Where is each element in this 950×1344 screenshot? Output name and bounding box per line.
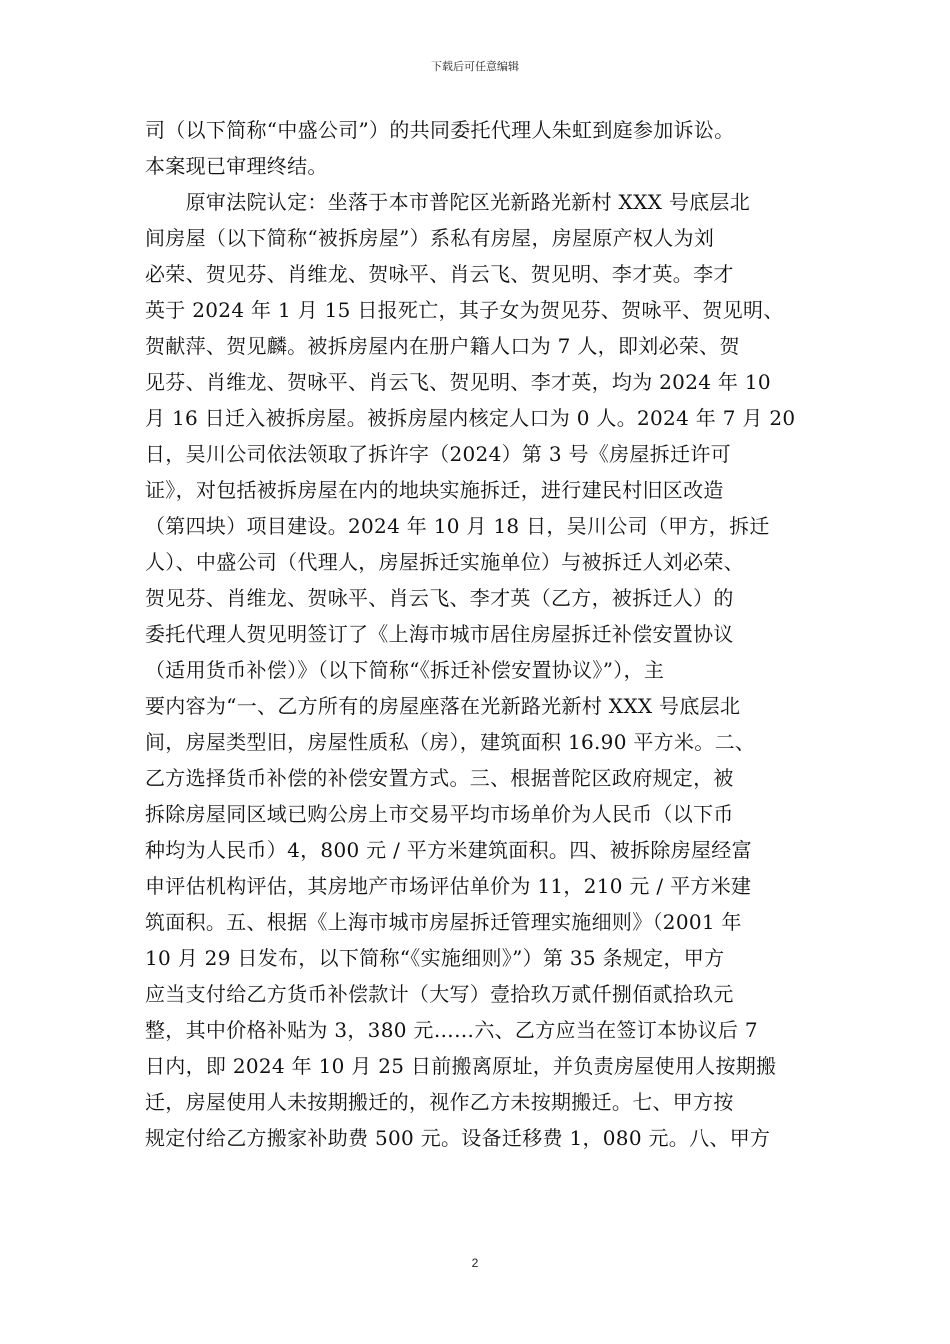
text-line: 日内，即 2024 年 10 月 25 日前搬离原址，并负责房屋使用人按期搬 xyxy=(145,1054,777,1078)
text-line: 司（以下简称“中盛公司”）的共同委托代理人朱虹到庭参加诉讼。 xyxy=(145,118,735,142)
text-line: 委托代理人贺见明签订了《上海市城市居住房屋拆迁补偿安置协议 xyxy=(145,622,734,646)
text-line: 筑面积。五、根据《上海市城市房屋拆迁管理实施细则》（2001 年 xyxy=(145,910,742,934)
text-line: 要内容为“一、乙方所有的房屋座落在光新路光新村 XXX 号底层北 xyxy=(145,694,741,718)
text-line: 10 月 29 日发布，以下简称“《实施细则》”）第 35 条规定，甲方 xyxy=(145,946,725,970)
text-line: 月 16 日迁入被拆房屋。被拆房屋内核定人口为 0 人。2024 年 7 月 20 xyxy=(145,406,796,430)
document-body xyxy=(145,112,805,1156)
text-line: 英于 2024 年 1 月 15 日报死亡，其子女为贺见芬、贺咏平、贺见明、 xyxy=(145,298,784,322)
text-line: 应当支付给乙方货币补偿款计（大写）壹拾玖万贰仟捌佰贰拾玖元 xyxy=(145,982,734,1006)
text-line: （第四块）项目建设。2024 年 10 月 18 日，吴川公司（甲方，拆迁 xyxy=(145,514,770,538)
page-header: 下载后可任意编辑 xyxy=(431,60,519,73)
text-line: 必荣、贺见芬、肖维龙、贺咏平、肖云飞、贺见明、李才英。李才 xyxy=(145,262,734,286)
text-line: 种均为人民币）4，800 元 / 平方米建筑面积。四、被拆除房屋经富 xyxy=(145,838,752,862)
text-line: 申评估机构评估，其房地产市场评估单价为 11，210 元 / 平方米建 xyxy=(145,874,752,898)
text-line: 日，吴川公司依法领取了拆许字（2024）第 3 号《房屋拆迁许可 xyxy=(145,442,731,466)
text-line: 规定付给乙方搬家补助费 500 元。设备迁移费 1，080 元。八、甲方 xyxy=(145,1126,771,1150)
text-line: 本案现已审理终结。 xyxy=(145,154,328,178)
text-line: 间房屋（以下简称“被拆房屋”）系私有房屋，房屋原产权人为刘 xyxy=(145,226,715,250)
text-line: 乙方选择货币补偿的补偿安置方式。三、根据普陀区政府规定，被 xyxy=(145,766,734,790)
text-line: 拆除房屋同区域已购公房上市交易平均市场单价为人民币（以下币 xyxy=(145,802,734,826)
page-number: 2 xyxy=(471,1256,479,1270)
text-line: 见芬、肖维龙、贺咏平、肖云飞、贺见明、李才英，均为 2024 年 10 xyxy=(145,370,771,394)
text-line: 间，房屋类型旧，房屋性质私（房），建筑面积 16.90 平方米。二、 xyxy=(145,730,756,754)
text-line: 贺见芬、肖维龙、贺咏平、肖云飞、李才英（乙方，被拆迁人）的 xyxy=(145,586,734,610)
text-line: 迁，房屋使用人未按期搬迁的，视作乙方未按期搬迁。七、甲方按 xyxy=(145,1090,734,1114)
text-line: 原审法院认定：坐落于本市普陀区光新路光新村 XXX 号底层北 xyxy=(145,190,751,214)
text-line: （适用货币补偿）》（以下简称“《拆迁补偿安置协议》”），主 xyxy=(145,658,665,682)
text-line: 整，其中价格补贴为 3，380 元……六、乙方应当在签订本协议后 7 xyxy=(145,1018,758,1042)
text-line: 人）、中盛公司（代理人，房屋拆迁实施单位）与被拆迁人刘必荣、 xyxy=(145,550,744,574)
text-line: 贺献萍、贺见麟。被拆房屋内在册户籍人口为 7 人，即刘必荣、贺 xyxy=(145,334,740,358)
text-line: 证》，对包括被拆房屋在内的地块实施拆迁，进行建民村旧区改造 xyxy=(145,478,724,502)
